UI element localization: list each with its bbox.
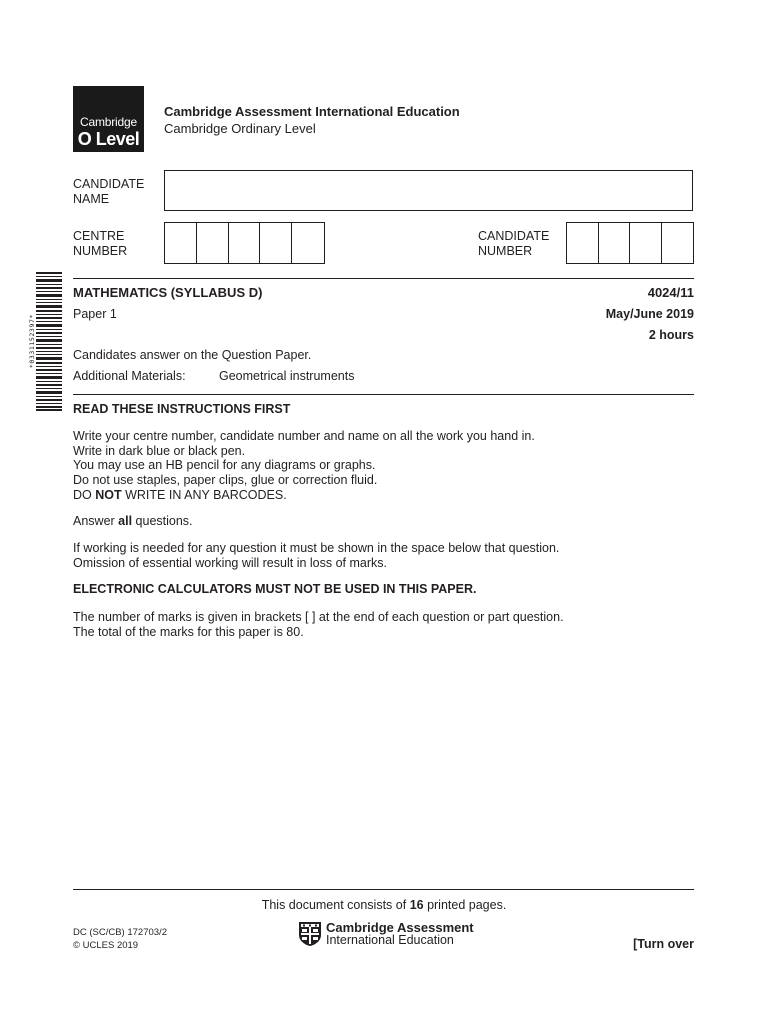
page-count-note: This document consists of 16 printed pages. xyxy=(261,898,507,912)
centre-number-box[interactable] xyxy=(165,223,197,263)
centre-number-box[interactable] xyxy=(197,223,229,263)
candidate-number-label: CANDIDATE NUMBER xyxy=(478,229,550,258)
candidate-number-box[interactable] xyxy=(630,223,662,263)
calculator-warning: ELECTRONIC CALCULATORS MUST NOT BE USED IN THIS PAPER. xyxy=(73,582,477,596)
logo-line-cambridge: Cambridge xyxy=(80,115,137,129)
candidate-number-box[interactable] xyxy=(599,223,631,263)
instruction-line: Write in dark blue or black pen. xyxy=(73,443,246,458)
cambridge-crest-icon xyxy=(298,921,322,947)
centre-number-label: CENTRE NUMBER xyxy=(73,229,128,258)
centre-number-field[interactable] xyxy=(164,222,325,264)
footer-divider xyxy=(73,889,694,890)
marks-note: The number of marks is given in brackets [ ] at the end of each question or part question. The total of the marks for this paper is 80. xyxy=(73,610,564,639)
working-note: If working is needed for any question it must be shown in the space below that question. Omission of essential working will result in loss of marks. xyxy=(73,541,560,570)
candidate-number-box[interactable] xyxy=(567,223,599,263)
answer-all-line: Answer all questions. xyxy=(73,514,193,528)
cambridge-olevel-logo xyxy=(73,86,144,152)
instruction-line: DO NOT WRITE IN ANY BARCODES. xyxy=(73,487,287,502)
turn-over-label: [Turn over xyxy=(633,937,694,951)
exam-session: May/June 2019 xyxy=(605,307,694,321)
logo-line-olevel: O Level xyxy=(77,129,140,149)
answer-note: Candidates answer on the Question Paper. xyxy=(73,348,312,362)
org-subtitle: Cambridge Ordinary Level xyxy=(164,121,316,136)
subject-title: MATHEMATICS (SYLLABUS D) xyxy=(73,285,263,300)
centre-number-box[interactable] xyxy=(292,223,324,263)
paper-code: 4024/11 xyxy=(647,285,694,300)
brand-line-2: International Education xyxy=(326,933,454,947)
divider xyxy=(73,394,694,395)
candidate-number-field[interactable] xyxy=(566,222,694,264)
exam-duration: 2 hours xyxy=(648,328,694,342)
barcode xyxy=(28,272,64,411)
materials-label: Additional Materials: xyxy=(73,369,186,383)
centre-number-box[interactable] xyxy=(260,223,292,263)
cambridge-assessment-brand xyxy=(298,921,474,947)
barcode-bars-icon xyxy=(36,272,62,411)
materials-value: Geometrical instruments xyxy=(219,369,355,383)
divider xyxy=(73,278,694,279)
instructions-block xyxy=(73,429,535,503)
barcode-digits: *0331152397* xyxy=(28,314,36,369)
candidate-number-box[interactable] xyxy=(662,223,693,263)
instruction-line: Do not use staples, paper clips, glue or correction fluid. xyxy=(73,473,378,488)
paper-number: Paper 1 xyxy=(73,307,117,321)
instruction-line: Write your centre number, candidate number and name on all the work you hand in. xyxy=(73,429,535,443)
centre-number-box[interactable] xyxy=(229,223,261,263)
brand-line-1: Cambridge Assessment xyxy=(326,920,474,935)
instructions-heading: READ THESE INSTRUCTIONS FIRST xyxy=(73,402,291,416)
instruction-line: You may use an HB pencil for any diagrams or graphs. xyxy=(73,458,376,473)
org-title: Cambridge Assessment International Education xyxy=(164,104,460,119)
candidate-name-field[interactable] xyxy=(164,170,693,211)
document-code: DC (SC/CB) 172703/2 © UCLES 2019 xyxy=(73,927,167,951)
candidate-name-label: CANDIDATE NAME xyxy=(73,177,145,206)
